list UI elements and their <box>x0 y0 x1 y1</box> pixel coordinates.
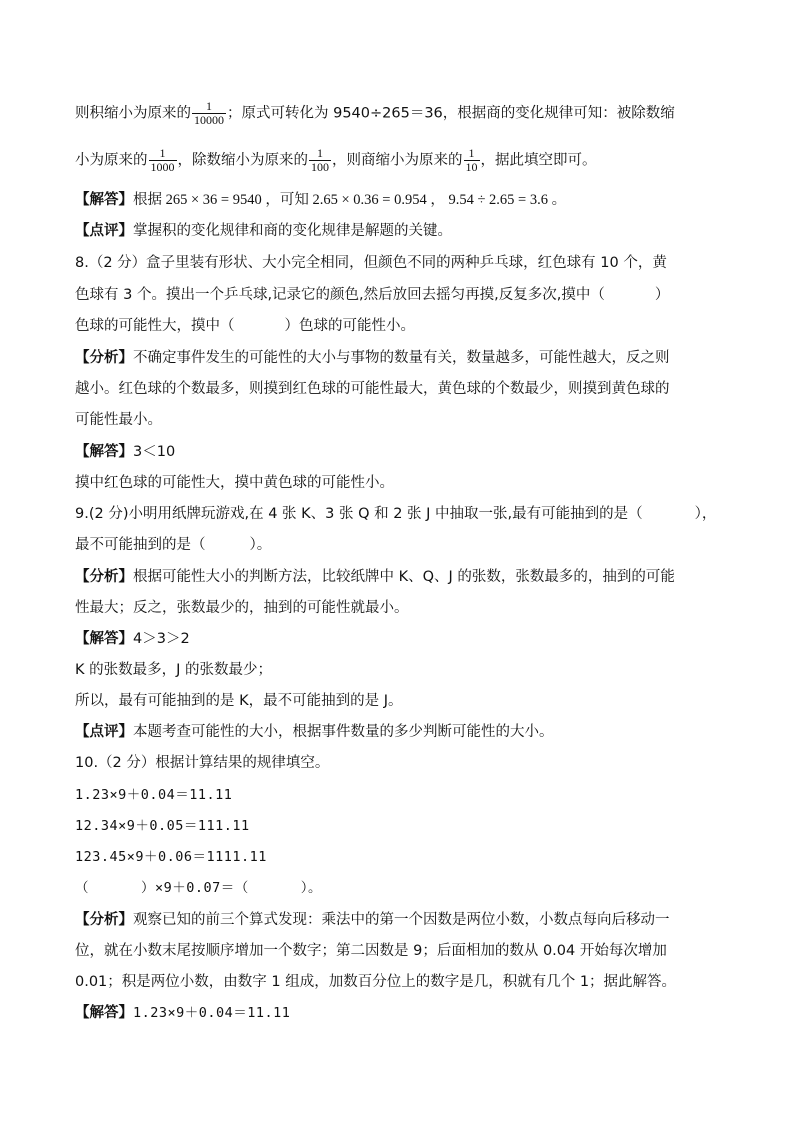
fraction <box>192 100 226 127</box>
comment-line <box>75 221 452 241</box>
question-9-line <box>75 535 271 555</box>
analysis-text: 根据可能性大小的判断方法，比较纸牌中 K、Q、J 的张数，张数最多的，抽到的可能 <box>133 569 675 585</box>
equation-line: 12.34×9＋0.05＝111.11 <box>75 818 250 834</box>
comment-text: 本题考查可能性的大小，根据事件数量的多少判断可能性的大小。 <box>133 724 554 740</box>
equation-line <box>75 878 322 898</box>
analysis-line: 0.01；积是两位小数，由数字 1 组成，加数百分位上的数字是几，积就有几个 1；据此解答。 <box>75 974 677 990</box>
text-segment: 色球的可能性大，摸中（ <box>75 318 235 334</box>
fraction-numerator: 1 <box>468 146 475 160</box>
answer-text: 4＞3＞2 <box>133 631 190 647</box>
answer-line <box>75 190 566 210</box>
text-segment: 小为原来的 <box>75 152 148 169</box>
answer-tag: 【解答】 <box>75 631 133 647</box>
equation-line: 123.45×9＋0.06＝1111.11 <box>75 849 267 865</box>
fraction <box>464 147 480 174</box>
analysis-line <box>75 567 675 587</box>
fraction-numerator: 1 <box>159 146 166 160</box>
analysis-tag: 【分析】 <box>75 569 133 585</box>
analysis-tag: 【分析】 <box>75 350 133 366</box>
text-segment: ，除数缩小为原来的 <box>177 152 308 169</box>
text-segment: ）， <box>694 506 717 522</box>
question-9-line <box>75 504 716 524</box>
fraction-denominator: 10 <box>465 160 478 174</box>
question-8-line <box>75 316 415 336</box>
equation-line: 1.23×9＋0.04＝11.11 <box>75 787 233 803</box>
fraction <box>309 147 331 174</box>
analysis-line: 性最大；反之，张数最少的，抽到的可能性就最小。 <box>75 600 409 616</box>
fraction-numerator: 1 <box>206 99 212 113</box>
answer-line: 摸中红色球的可能性大，摸中黄色球的可能性小。 <box>75 475 394 491</box>
fraction-numerator: 1 <box>317 146 323 160</box>
comment-tag: 【点评】 <box>75 223 133 239</box>
analysis-text: 观察已知的前三个算式发现：乘法中的第一个因数是两位小数，小数点每向后移动一 <box>133 912 670 928</box>
text-segment: ）。 <box>249 537 272 553</box>
answer-line <box>75 1003 290 1023</box>
comment-line <box>75 722 554 742</box>
answer-tag: 【解答】 <box>75 192 133 208</box>
analysis-line: 可能性最小。 <box>75 412 162 428</box>
text-segment: ） <box>654 287 670 303</box>
answer-text: 3＜10 <box>133 444 176 460</box>
answer-tag: 【解答】 <box>75 1005 133 1021</box>
comment-text: 掌握积的变化规律和商的变化规律是解题的关键。 <box>133 223 452 239</box>
text-segment: 最不可能抽到的是（ <box>75 537 206 553</box>
text-line <box>75 147 597 174</box>
text-segment: 色球有 3 个。摸出一个乒乓球,记录它的颜色,然后放回去摇匀再摸,反复多次,摸中（ <box>75 287 605 303</box>
fraction-denominator: 1000 <box>150 160 175 174</box>
answer-line: 所以，最有可能抽到的是 K，最不可能抽到的是 J。 <box>75 693 403 709</box>
question-8-line: 8.（2 分）盒子里装有形状、大小完全相同，但颜色不同的两种乒乓球，红色球有 10 个，黄 <box>75 255 667 271</box>
text-segment: ，则商缩小为原来的 <box>332 152 463 169</box>
text-segment: 则积缩小为原来的 <box>75 105 191 122</box>
fraction <box>149 147 177 174</box>
answer-text: 1.23×9＋0.04＝11.11 <box>133 1005 291 1021</box>
analysis-text: 不确定事件发生的可能性的大小与事物的数量有关，数量越多，可能性越大，反之则 <box>133 350 670 366</box>
fraction-denominator: 100 <box>311 160 329 174</box>
analysis-line: 越小。红色球的个数最多，则摸到红色球的可能性最大，黄色球的个数最少，则摸到黄色球的 <box>75 381 670 397</box>
analysis-line: 位，就在小数末尾按顺序增加一个数字；第二因数是 9；后面相加的数从 0.04 开始每次增加 <box>75 943 667 959</box>
text-segment: （ <box>75 880 89 896</box>
text-segment: ）。 <box>300 880 323 896</box>
comment-tag: 【点评】 <box>75 724 133 740</box>
answer-line: K 的张数最多，J 的张数最少； <box>75 662 273 678</box>
text-segment: ；原式可转化为 9540÷265＝36，根据商的变化规律可知：被除数缩 <box>227 105 675 122</box>
answer-text: 根据 265 × 36 = 9540 ，可知 2.65 × 0.36 = 0.954 ， 9.54 ÷ 2.65 = 3.6 。 <box>133 192 567 208</box>
text-segment: ）×9＋0.07＝（ <box>141 880 249 896</box>
text-segment: ）色球的可能性小。 <box>284 318 415 334</box>
question-10-line: 10.（2 分）根据计算结果的规律填空。 <box>75 755 330 771</box>
analysis-line <box>75 910 670 930</box>
text-line <box>75 100 675 127</box>
answer-line <box>75 442 175 462</box>
question-8-line <box>75 285 669 305</box>
analysis-line <box>75 348 670 368</box>
answer-line <box>75 629 190 649</box>
text-segment: 9.(2 分)小明用纸牌玩游戏,在 4 张 K、3 张 Q 和 2 张 J 中抽取一张,最有可能抽到的是（ <box>75 506 643 522</box>
text-segment: ，据此填空即可。 <box>480 152 597 169</box>
analysis-tag: 【分析】 <box>75 912 133 928</box>
fraction-denominator: 10000 <box>194 113 224 127</box>
answer-tag: 【解答】 <box>75 444 133 460</box>
